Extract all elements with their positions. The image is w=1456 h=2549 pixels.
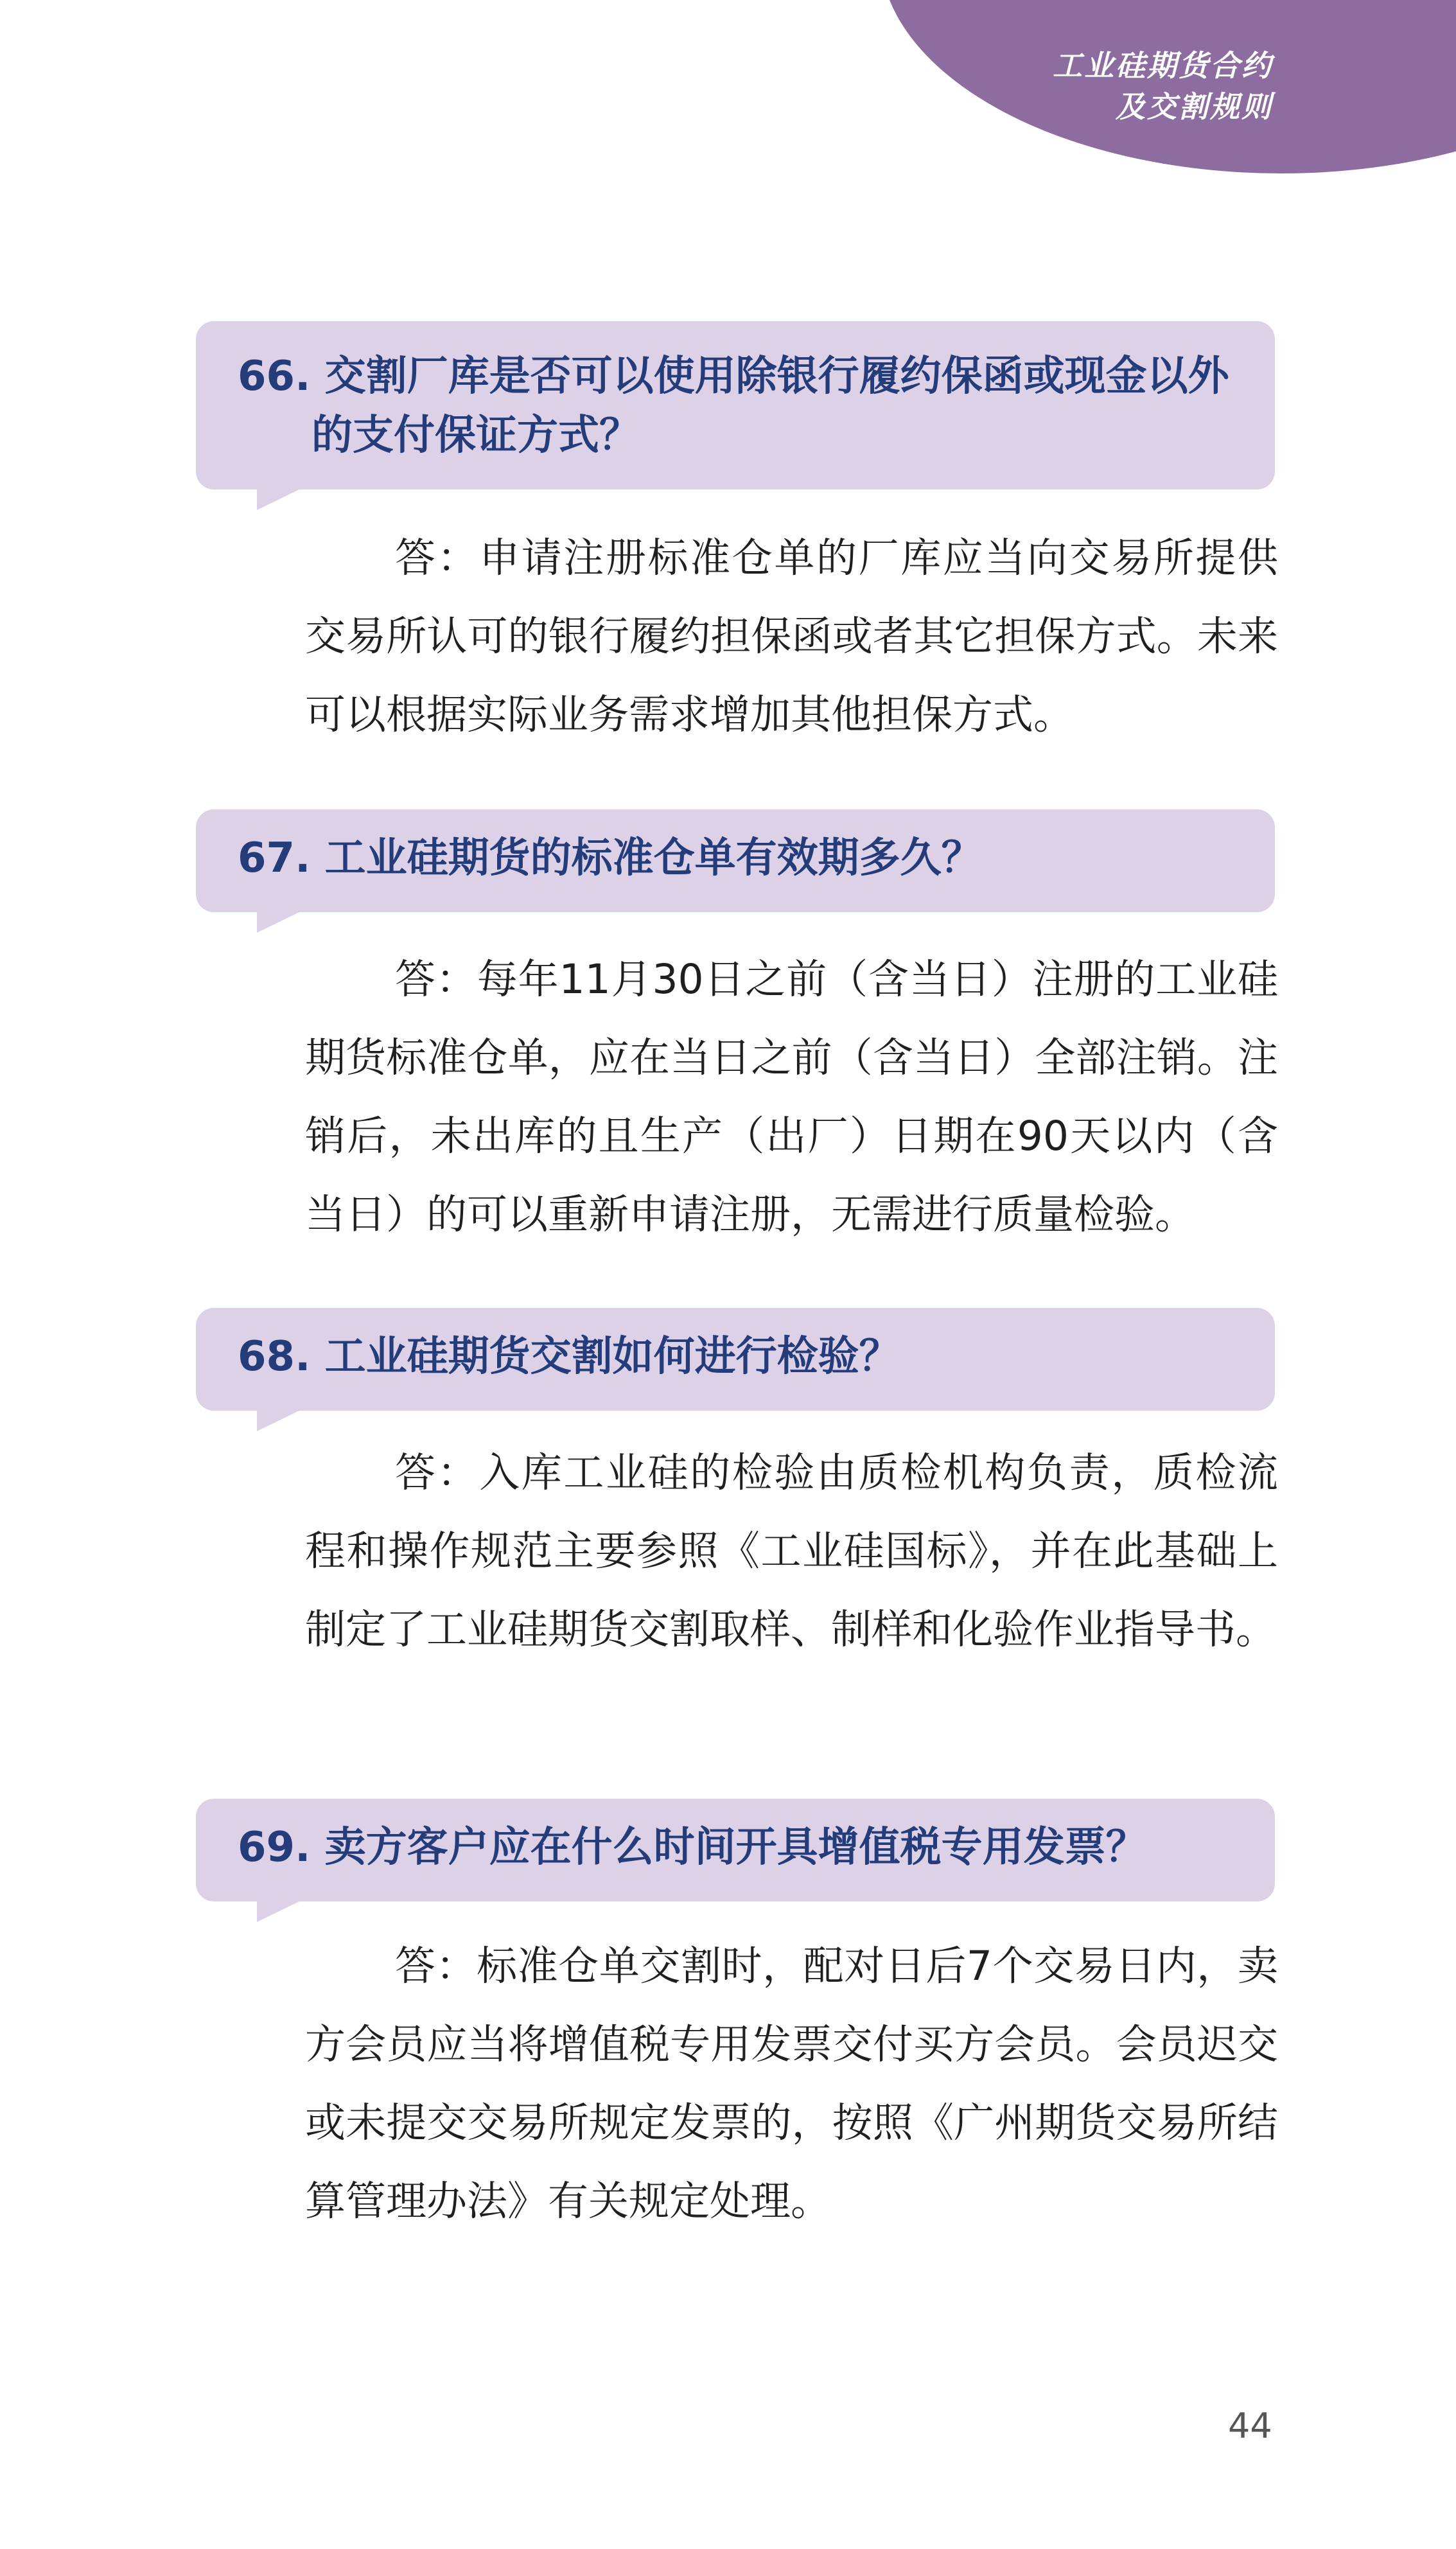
bubble-tail <box>257 1900 302 1922</box>
question-text: 67. 工业硅期货的标准仓单有效期多久？ <box>238 834 983 882</box>
question-text: 68. 工业硅期货交割如何进行检验？ <box>238 1333 900 1380</box>
bubble-tail <box>257 1409 302 1431</box>
section-title-line1: 工业硅期货合约 <box>1053 48 1273 83</box>
answer-text-67: 答：每年11月30日之前（含当日）注册的工业硅期货标准仓单，应在当日之前（含当日）全部注销。注销后，未出库的且生产（出厂）日期在90天以内（含当日）的可以重新申请注册，无需进行质量检验。 <box>305 956 1278 1238</box>
page-number: 44 <box>1228 2406 1272 2446</box>
answer-text-66: 答：申请注册标准仓单的厂库应当向交易所提供交易所认可的银行履约担保函或者其它担保方式。未来可以根据实际业务需求增加其他担保方式。 <box>305 534 1278 738</box>
question-bubble-69 <box>196 1799 1275 1901</box>
section-title <box>1053 45 1273 127</box>
bubble-tail <box>257 488 302 510</box>
bubble-tail <box>257 911 302 933</box>
answer-text-68: 答：入库工业硅的检验由质检机构负责，质检流程和操作规范主要参照《工业硅国标》，并在此基础上制定了工业硅期货交割取样、制样和化验作业指导书。 <box>305 1449 1278 1653</box>
question-bubble-67 <box>196 809 1275 912</box>
question-text: 69. 卖方客户应在什么时间开具增值税专用发票？ <box>238 1824 1147 1871</box>
answer-text-69: 答：标准仓单交割时，配对日后7个交易日内，卖方会员应当将增值税专用发票交付买方会员。会员迟交或未提交交易所规定发票的，按照《广州期货交易所结算管理办法》有关规定处理。 <box>305 1943 1278 2225</box>
question-text: 66. 交割厂库是否可以使用除银行履约保函或现金以外的支付保证方式？ <box>238 353 1229 459</box>
question-bubble-66 <box>196 321 1275 490</box>
question-bubble-68 <box>196 1308 1275 1411</box>
section-title-line2: 及交割规则 <box>1116 89 1273 124</box>
